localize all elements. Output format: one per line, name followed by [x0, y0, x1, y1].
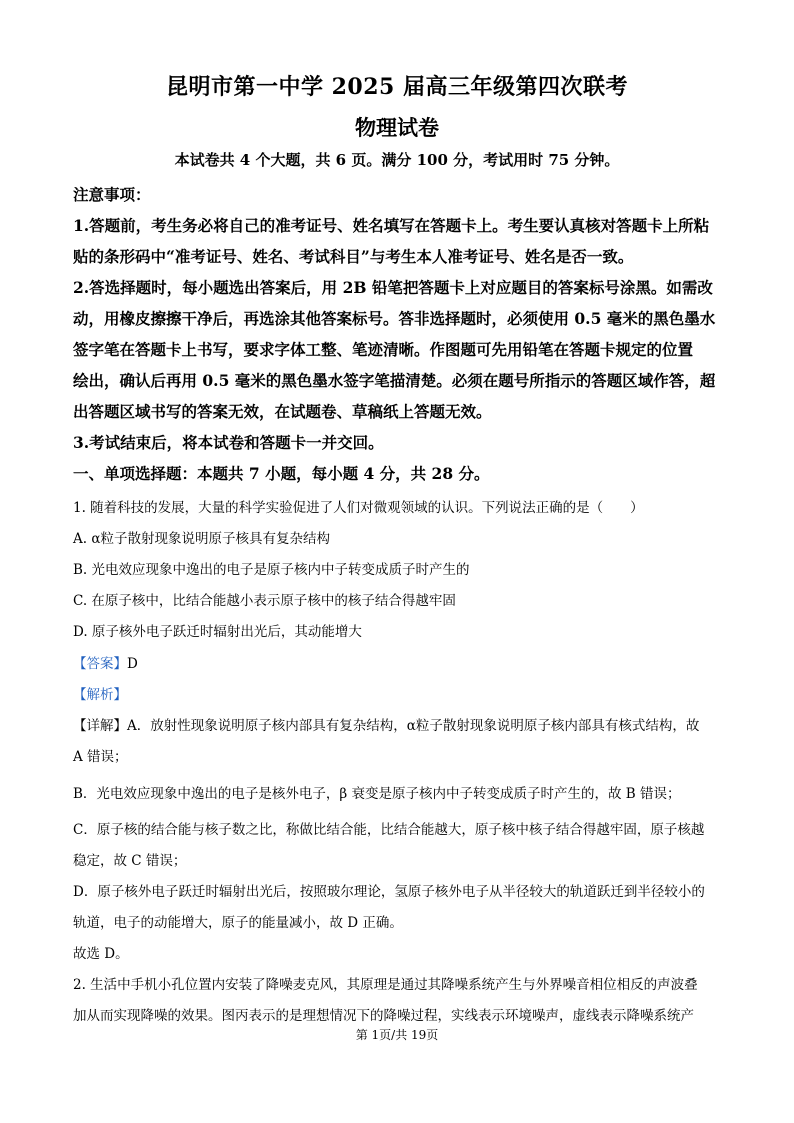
question-1-option-a: A. α粒子散射现象说明原子核具有复杂结构	[73, 531, 330, 547]
answer-value: D	[127, 656, 138, 672]
detail-line: C．原子核的结合能与核子数之比，称做比结合能，比结合能越大，原子核中核子结合得越牢固，原子核越	[73, 822, 705, 838]
question-2-line: 2. 生活中手机小孔位置内安装了降噪麦克风，其原理是通过其降噪系统产生与外界噪音相位相反的声波叠	[73, 977, 698, 993]
question-1-option-c: C. 在原子核中，比结合能越小表示原子核中的核子结合得越牢固	[73, 593, 456, 609]
detail-line: D．原子核外电子跃迁时辐射出光后，按照玻尔理论，氢原子核外电子从半径较大的轨道跃迁到半径较小的	[73, 884, 705, 900]
detail-line: A 错误；	[73, 749, 128, 765]
answer-line	[73, 652, 723, 672]
exam-title: 昆明市第一中学 2025 届高三年级第四次联考	[165, 74, 629, 100]
detail-line: 故选 D。	[73, 946, 129, 962]
notice-line: 动，用橡皮擦擦干净后，再选涂其他答案标号。答非选择题时，必须使用 0.5 毫米的黑色墨水	[73, 309, 716, 328]
notice-line: 1.答题前，考生务必将自己的准考证号、姓名填写在答题卡上。考生要认真核对答题卡上所粘	[73, 216, 710, 235]
notice-line: 贴的条形码中“准考证号、姓名、考试科目”与考生本人准考证号、姓名是否一致。	[73, 247, 634, 266]
detail-line: 稳定，故 C 错误；	[73, 853, 187, 869]
detail-line: 轨道，电子的动能增大，原子的能量减小，故 D 正确。	[73, 915, 403, 931]
notice-heading: 注意事项：	[73, 185, 151, 204]
page-footer: 第 1页/共 19页	[355, 1028, 439, 1042]
question-1-option-d: D. 原子核外电子跃迁时辐射出光后，其动能增大	[73, 624, 362, 640]
analysis-label: 【解析】	[73, 687, 127, 703]
section-heading: 一、单项选择题：本题共 7 小题，每小题 4 分，共 28 分。	[73, 464, 490, 483]
answer-label: 【答案】	[73, 656, 127, 672]
question-2-line: 加从而实现降噪的效果。图丙表示的是理想情况下的降噪过程，实线表示环境噪声，虚线表示降噪系统产	[73, 1008, 694, 1024]
notice-line: 绘出，确认后再用 0.5 毫米的黑色墨水签字笔描清楚。必须在题号所指示的答题区域作答，超	[73, 371, 716, 390]
exam-info: 本试卷共 4 个大题，共 6 页。满分 100 分，考试用时 75 分钟。	[174, 151, 620, 169]
notice-line: 出答题区域书写的答案无效，在试题卷、草稿纸上答题无效。	[73, 402, 492, 421]
detail-line: B．光电效应现象中逸出的电子是核外电子，β 衰变是原子核内中子转变成质子时产生的，故 B 错误；	[73, 786, 681, 802]
exam-subject: 物理试卷	[355, 115, 439, 140]
question-1-stem: 1. 随着科技的发展，大量的科学实验促进了人们对微观领域的认识。下列说法正确的是（ ）	[73, 500, 644, 516]
notice-line: 3.考试结束后，将本试卷和答题卡一并交回。	[73, 433, 384, 452]
notice-line: 2.答选择题时，每小题选出答案后，用 2B 铅笔把答题卡上对应题目的答案标号涂黑。如需改	[73, 278, 713, 297]
question-1-option-b: B. 光电效应现象中逸出的电子是原子核内中子转变成质子时产生的	[73, 562, 470, 578]
detail-line: 【详解】A．放射性现象说明原子核内部具有复杂结构，α粒子散射现象说明原子核内部具有核式结构，故	[73, 718, 700, 734]
notice-line: 签字笔在答题卡上书写，要求字体工整、笔迹清晰。作图题可先用铅笔在答题卡规定的位置	[73, 340, 694, 359]
